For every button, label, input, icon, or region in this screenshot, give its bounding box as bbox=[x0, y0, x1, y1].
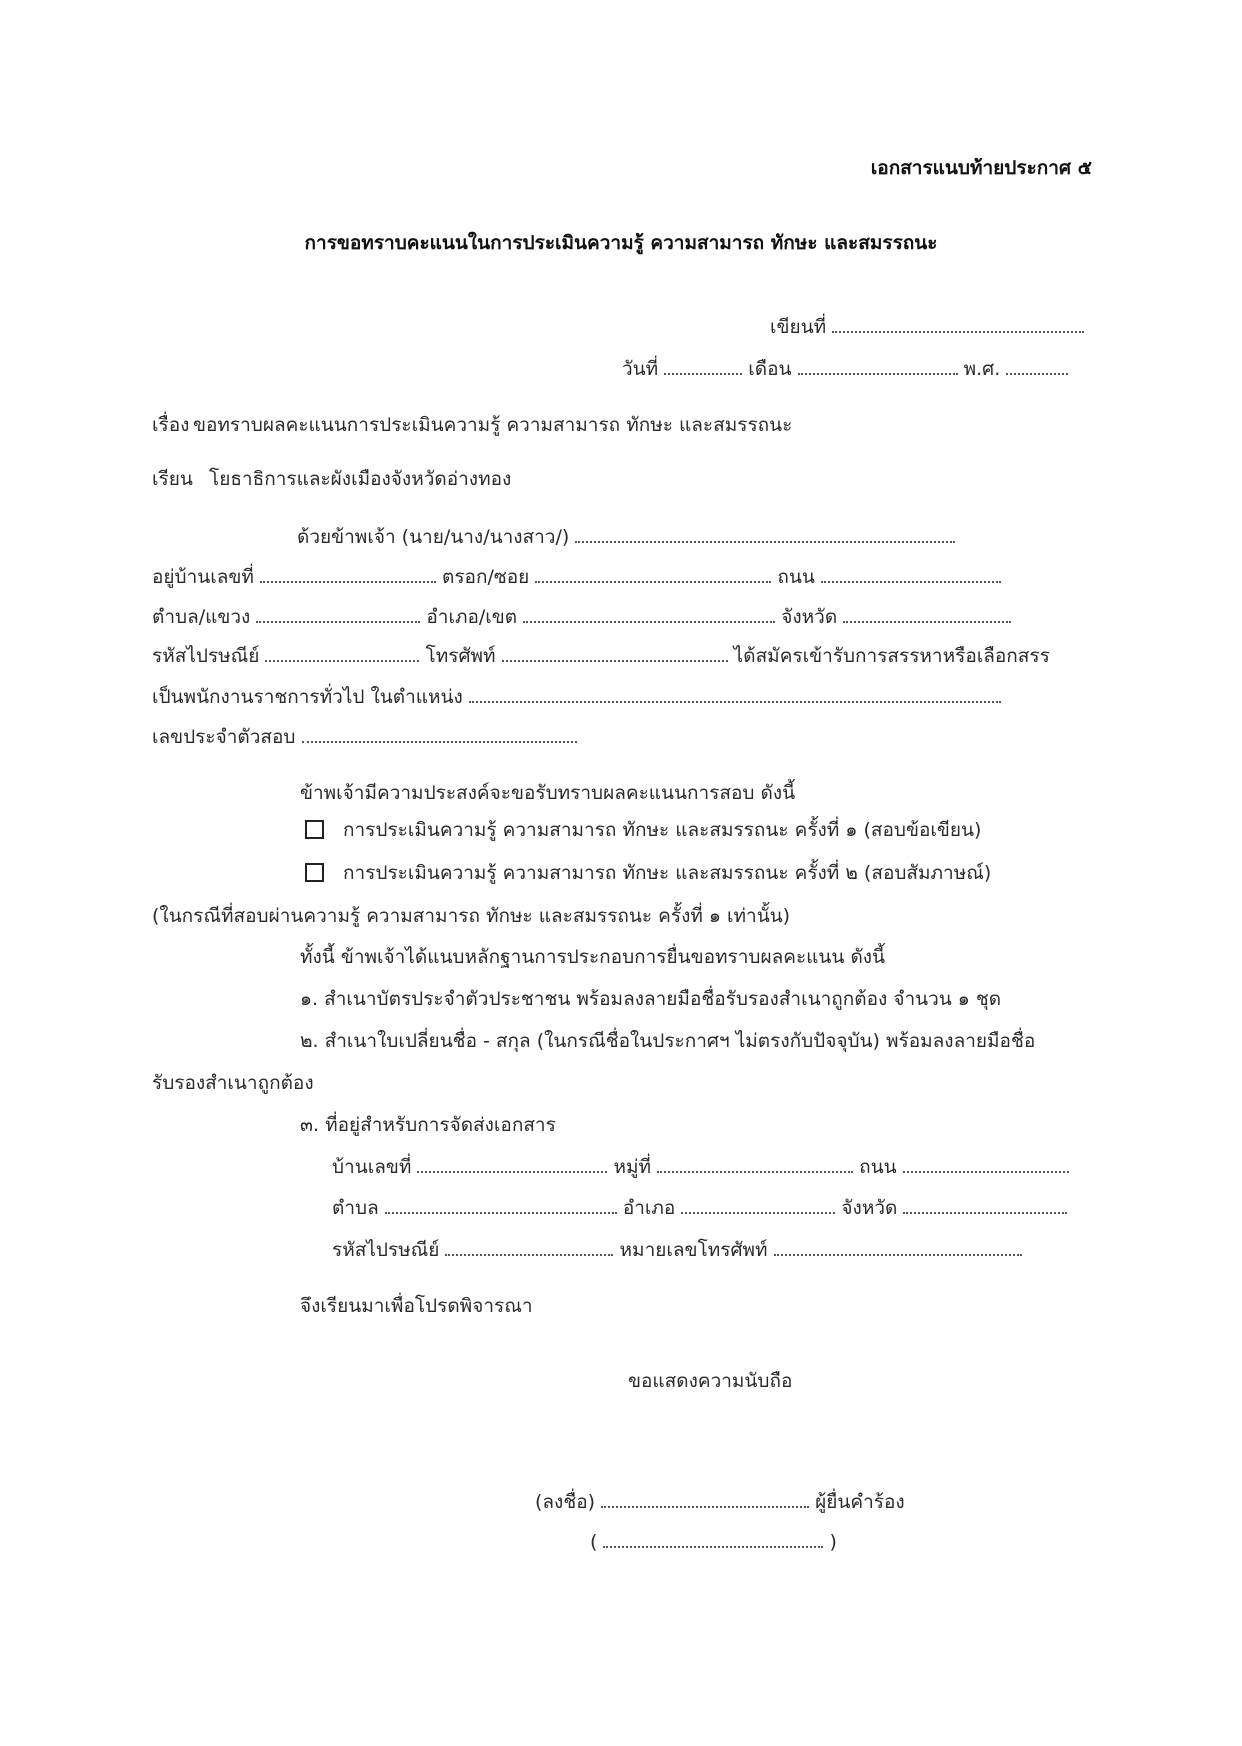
mailing-village-field[interactable] bbox=[657, 1153, 853, 1173]
mailing-phone-field[interactable] bbox=[774, 1236, 1022, 1256]
signature-field[interactable] bbox=[601, 1488, 809, 1508]
option1-label: การประเมินความรู้ ความสามารถ ทักษะ และสมรรถนะ ครั้งที่ ๑ (สอบข้อเขียน) bbox=[343, 819, 982, 841]
subject-label: เรื่อง bbox=[152, 414, 190, 436]
mailing-province-field[interactable] bbox=[903, 1194, 1067, 1214]
applicant-name-row bbox=[297, 523, 955, 550]
province-field[interactable] bbox=[843, 603, 1011, 623]
closing-regards: ขอแสดงความนับถือ bbox=[628, 1370, 793, 1392]
form-title: การขอทราบคะแนนในการประเมินความรู้ ความสามารถ ทักษะ และสมรรถนะ bbox=[304, 232, 938, 254]
mailing-row-3 bbox=[332, 1236, 1022, 1263]
mailing-row-2 bbox=[332, 1194, 1067, 1221]
applied-text: ได้สมัครเข้ารับการสรรหาหรือเลือกสรร bbox=[733, 645, 1050, 667]
written-at-field[interactable] bbox=[832, 313, 1084, 333]
house-no-label: อยู่บ้านเลขที่ bbox=[152, 566, 254, 588]
written-at-row bbox=[770, 313, 1084, 340]
attachment-label: เอกสารแนบท้ายประกาศ ๕ bbox=[870, 157, 1092, 179]
district-label: อำเภอ/เขต bbox=[426, 606, 518, 628]
mailing-postcode-field[interactable] bbox=[445, 1236, 613, 1256]
day-field[interactable] bbox=[664, 355, 742, 375]
subdistrict-field[interactable] bbox=[256, 603, 420, 623]
mailing-postcode-label: รหัสไปรษณีย์ bbox=[332, 1239, 440, 1261]
address-row-2 bbox=[152, 603, 1011, 630]
exam-id-row bbox=[152, 723, 577, 750]
request-intro: ข้าพเจ้ามีความประสงค์จะขอรับทราบผลคะแนนการสอบ ดังนี้ bbox=[300, 782, 796, 804]
month-label: เดือน bbox=[748, 358, 792, 380]
mailing-phone-label: หมายเลขโทรศัพท์ bbox=[619, 1239, 768, 1261]
evidence-item-1: ๑. สำเนาบัตรประจำตัวประชาชน พร้อมลงลายมือชื่อรับรองสำเนาถูกต้อง จำนวน ๑ ชุด bbox=[300, 988, 1002, 1010]
month-field[interactable] bbox=[798, 355, 958, 375]
signature-row bbox=[535, 1488, 905, 1515]
paren-open: ( bbox=[590, 1531, 598, 1553]
evidence-item-3: ๓. ที่อยู่สำหรับการจัดส่งเอกสาร bbox=[300, 1114, 556, 1136]
date-row bbox=[622, 355, 1068, 382]
position-field[interactable] bbox=[469, 683, 1001, 703]
mailing-district-label: อำเภอ bbox=[622, 1197, 676, 1219]
applicant-name-label: ด้วยข้าพเจ้า (นาย/นาง/นางสาว/) bbox=[297, 526, 570, 548]
exam-id-label: เลขประจำตัวสอบ bbox=[152, 726, 296, 748]
option2-label: การประเมินความรู้ ความสามารถ ทักษะ และสมรรถนะ ครั้งที่ ๒ (สอบสัมภาษณ์) bbox=[343, 862, 992, 884]
evidence-item-2: ๒. สำเนาใบเปลี่ยนชื่อ - สกุล (ในกรณีชื่อในประกาศฯ ไม่ตรงกับปัจจุบัน) พร้อมลงลายมือชื่อ bbox=[300, 1030, 1036, 1052]
house-no-field[interactable] bbox=[260, 563, 436, 583]
mailing-subdistrict-label: ตำบล bbox=[332, 1197, 379, 1219]
road-field[interactable] bbox=[821, 563, 1001, 583]
position-row bbox=[152, 683, 1001, 710]
alley-label: ตรอก/ซอย bbox=[442, 566, 530, 588]
option1-checkbox[interactable] bbox=[305, 820, 324, 839]
printed-name-row bbox=[590, 1528, 837, 1555]
address-row-1 bbox=[152, 563, 1001, 590]
alley-field[interactable] bbox=[535, 563, 771, 583]
printed-name-field[interactable] bbox=[603, 1528, 823, 1548]
position-label: เป็นพนักงานราชการทั่วไป ในตำแหน่ง bbox=[152, 686, 463, 708]
district-field[interactable] bbox=[523, 603, 775, 623]
road-label: ถนน bbox=[777, 566, 815, 588]
mailing-district-field[interactable] bbox=[681, 1194, 835, 1214]
written-at-label: เขียนที่ bbox=[770, 316, 827, 338]
phone-label: โทรศัพท์ bbox=[425, 645, 496, 667]
mailing-house-no-field[interactable] bbox=[417, 1153, 607, 1173]
year-field[interactable] bbox=[1006, 355, 1068, 375]
sign-label: (ลงชื่อ) bbox=[535, 1491, 596, 1513]
address-row-3 bbox=[152, 642, 1050, 669]
evidence-intro: ทั้งนี้ ข้าพเจ้าได้แนบหลักฐานการประกอบการยื่นขอทราบผลคะแนน ดังนี้ bbox=[300, 946, 886, 968]
applicant-name-field[interactable] bbox=[575, 523, 955, 543]
mailing-road-field[interactable] bbox=[903, 1153, 1069, 1173]
mailing-province-label: จังหวัด bbox=[841, 1197, 898, 1219]
closing-request: จึงเรียนมาเพื่อโปรดพิจารณา bbox=[300, 1295, 533, 1317]
postcode-label: รหัสไปรษณีย์ bbox=[152, 645, 260, 667]
province-label: จังหวัด bbox=[781, 606, 838, 628]
postcode-field[interactable] bbox=[265, 642, 419, 662]
mailing-subdistrict-field[interactable] bbox=[385, 1194, 617, 1214]
mailing-road-label: ถนน bbox=[859, 1156, 897, 1178]
option2-note: (ในกรณีที่สอบผ่านความรู้ ความสามารถ ทักษะ และสมรรถนะ ครั้งที่ ๑ เท่านั้น) bbox=[152, 905, 791, 927]
subdistrict-label: ตำบล/แขวง bbox=[152, 606, 251, 628]
mailing-row-1 bbox=[332, 1153, 1069, 1180]
year-label: พ.ศ. bbox=[963, 358, 1001, 380]
subject-text: ขอทราบผลคะแนนการประเมินความรู้ ความสามารถ ทักษะ และสมรรถนะ bbox=[193, 414, 793, 436]
evidence-item-2-cont: รับรองสำเนาถูกต้อง bbox=[152, 1072, 314, 1094]
exam-id-field[interactable] bbox=[302, 723, 577, 743]
mailing-house-no-label: บ้านเลขที่ bbox=[332, 1156, 412, 1178]
addressee-label: เรียน bbox=[152, 468, 193, 490]
phone-field[interactable] bbox=[502, 642, 728, 662]
addressee-text: โยธาธิการและผังเมืองจังหวัดอ่างทอง bbox=[209, 468, 512, 490]
option2-checkbox[interactable] bbox=[305, 863, 324, 882]
paren-close: ) bbox=[829, 1531, 837, 1553]
applicant-label: ผู้ยื่นคำร้อง bbox=[815, 1491, 905, 1513]
mailing-village-label: หมู่ที่ bbox=[613, 1156, 652, 1178]
day-label: วันที่ bbox=[622, 358, 659, 380]
